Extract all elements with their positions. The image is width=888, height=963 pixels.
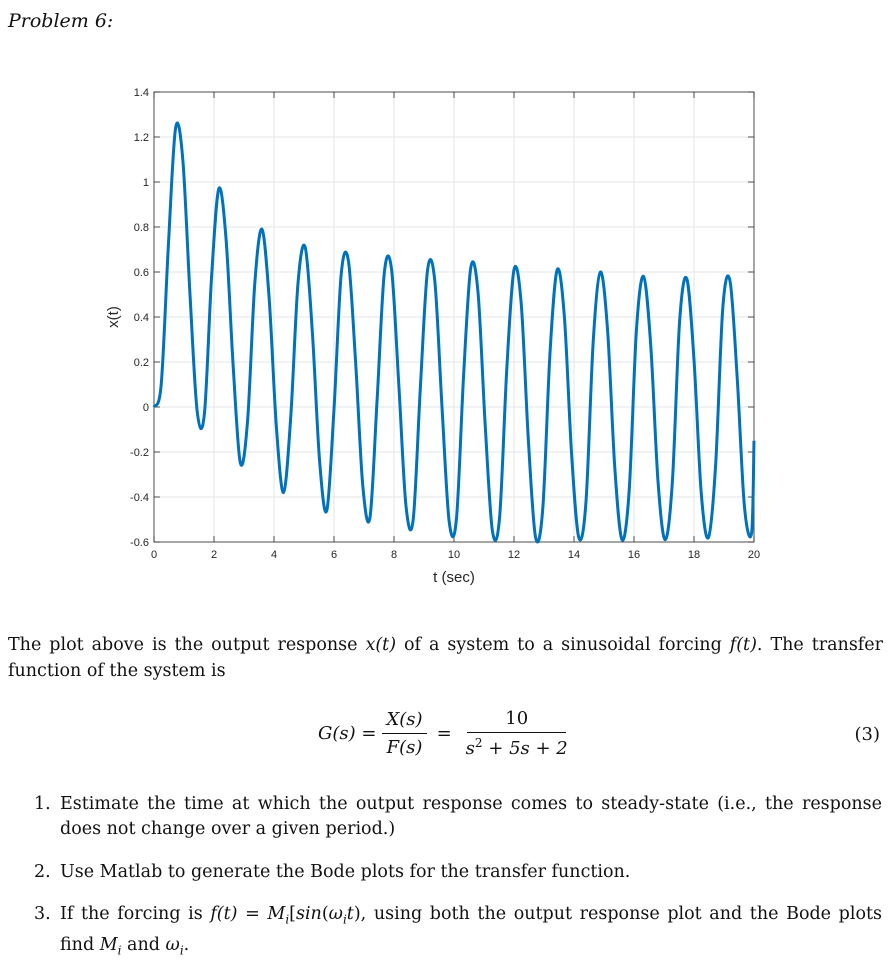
transfer-function-equation (0, 698, 888, 768)
problem-title: Problem 6: (8, 10, 114, 32)
y-tick-label: -0.2 (130, 447, 149, 459)
x-tick-label: 2 (210, 549, 218, 561)
x-tick-label: 6 (330, 549, 338, 561)
question-3-number: 3. (34, 904, 51, 924)
den-exp: 2 (474, 736, 483, 750)
y-tick-label: 0.2 (133, 357, 149, 369)
q3-omega2: ω (165, 934, 180, 955)
y-tick-label: 1.2 (133, 132, 149, 144)
x-of-t: x(t) (365, 635, 397, 655)
x-tick-label: 14 (567, 549, 581, 561)
q3-M2: M (99, 934, 118, 955)
y-tick-label: -0.6 (130, 537, 149, 549)
x-tick-label: 4 (270, 549, 278, 561)
den-rest: + 5s + 2 (482, 738, 568, 759)
x-tick-label: 0 (150, 549, 158, 561)
question-3-text (60, 902, 882, 963)
q3-omega: ω (328, 904, 343, 924)
question-2 (34, 860, 882, 885)
equation-number: (3) (854, 724, 880, 745)
q3-M: M (267, 904, 286, 924)
q3-post: ), using both the output response plot and the Bode plots find (60, 904, 882, 955)
y-tick-label: 1 (142, 177, 149, 189)
q3-i4: i (179, 943, 184, 957)
fraction-xf-denominator: F(s) (386, 737, 423, 758)
y-tick-label: -0.4 (130, 492, 149, 504)
q3-f: f(t) (210, 904, 238, 924)
q3-bracket: [ (289, 904, 296, 924)
fraction-xf (382, 709, 426, 758)
question-2-text: Use Matlab to generate the Bode plots for the transfer function. (60, 862, 631, 882)
x-tick-label: 16 (627, 549, 641, 561)
q3-eq: = (237, 904, 268, 924)
fraction-xf-numerator: X(s) (382, 709, 426, 734)
q3-t: t (346, 904, 354, 924)
q3-and: and (121, 934, 166, 955)
q3-pre: If the forcing is (60, 904, 211, 924)
y-tick-label: 0.4 (133, 312, 149, 324)
x-tick-label: 10 (447, 549, 461, 561)
question-1-number: 1. (34, 794, 51, 814)
axis-ticks (130, 87, 760, 561)
para-text-3: . The transfer function of the system is (8, 635, 883, 681)
q3-end: . (183, 934, 190, 955)
x-tick-label: 12 (507, 549, 521, 561)
response-plot (90, 82, 770, 592)
fraction-tf-denominator (462, 733, 572, 759)
fraction-tf (462, 708, 572, 759)
x-tick-label: 8 (390, 549, 398, 561)
y-axis-label: x(t) (105, 306, 122, 328)
den-s: s (465, 738, 475, 759)
y-tick-label: 0.6 (133, 267, 149, 279)
y-tick-label: 1.4 (133, 87, 149, 99)
q3-i3: i (117, 943, 122, 957)
q3-paren: ( (321, 904, 329, 924)
para-text-2: of a system to a sinusoidal forcing (396, 635, 730, 655)
x-axis-label: t (sec) (433, 569, 475, 586)
para-text-1: The plot above is the output response (8, 635, 366, 655)
plot-grid (154, 92, 754, 542)
f-of-t: f(t) (729, 635, 757, 655)
fraction-tf-numerator: 10 (467, 708, 566, 733)
question-2-number: 2. (34, 862, 51, 882)
x-tick-label: 18 (687, 549, 701, 561)
y-tick-label: 0 (142, 402, 149, 414)
y-tick-label: 0.8 (133, 222, 149, 234)
q3-i2: i (342, 912, 347, 927)
q3-i1: i (285, 912, 290, 927)
question-1-text: Estimate the time at which the output response comes to steady-state (i.e., the response does not change over a given period.) (60, 794, 882, 839)
q3-sin: sin (295, 904, 322, 924)
problem-paragraph (8, 632, 883, 684)
question-1 (34, 792, 882, 842)
eq-lhs: G(s) = (318, 723, 377, 744)
eq-equals: = (436, 723, 452, 744)
x-tick-label: 20 (747, 549, 761, 561)
question-3 (34, 902, 882, 957)
